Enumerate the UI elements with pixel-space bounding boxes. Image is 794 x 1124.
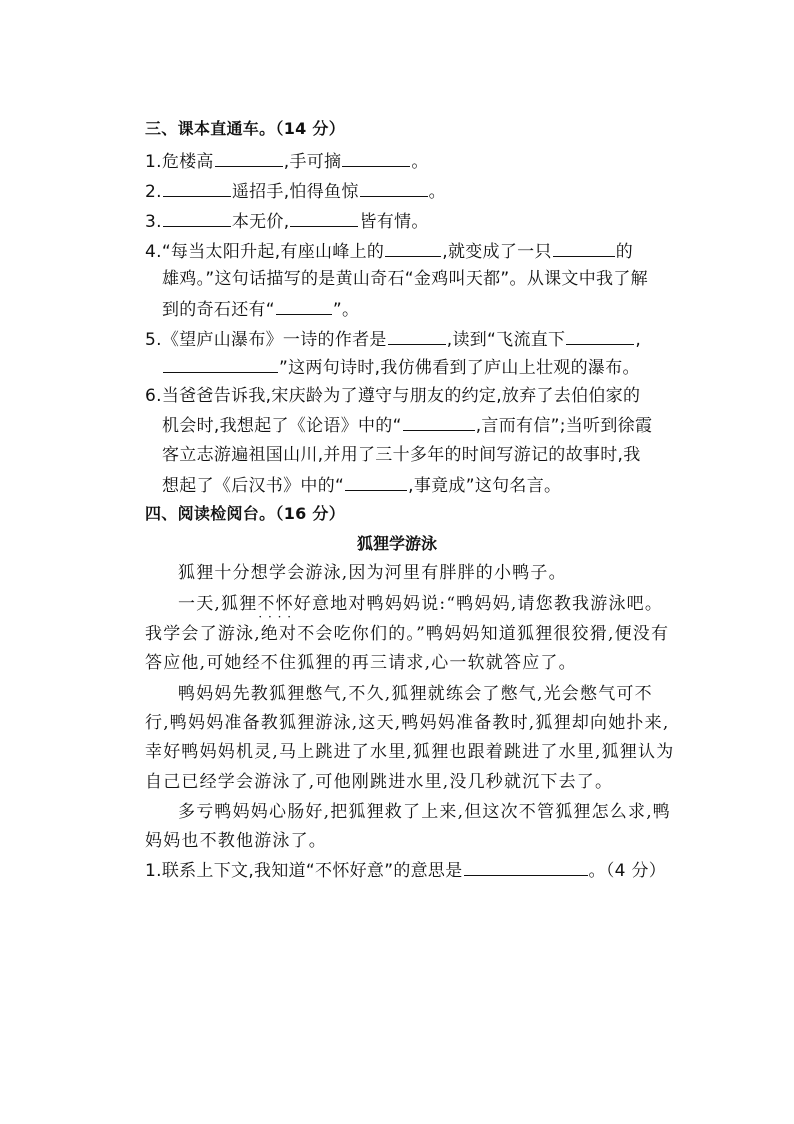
answer-blank[interactable] <box>403 414 475 431</box>
answer-blank[interactable] <box>388 328 446 345</box>
question-text: 想起了《后汉书》中的“ <box>162 476 345 496</box>
question-text: 。 <box>411 152 429 172</box>
question-3-5-line1 <box>145 328 641 351</box>
answer-blank[interactable] <box>385 240 441 257</box>
question-text: 皆有情。 <box>359 212 429 232</box>
question-text: , <box>635 330 642 350</box>
question-text: 5.《望庐山瀑布》一诗的作者是 <box>145 330 387 350</box>
story-paragraph-3-line1: 鸭妈妈先教狐狸憋气,不久,狐狸就练会了憋气,光会憋气可不 <box>178 684 653 704</box>
question-text: ,读到“飞流直下 <box>446 330 566 350</box>
question-text: 到的奇石还有“ <box>162 300 275 320</box>
answer-blank[interactable] <box>464 859 588 876</box>
answer-blank[interactable] <box>553 240 615 257</box>
emphasized-phrase: · · 不怀好意 <box>257 594 330 614</box>
reading-question-1 <box>145 859 666 882</box>
story-paragraph-2-line1 <box>178 593 663 615</box>
question-text: 。（4 分） <box>588 861 667 881</box>
question-3-4-line2: 雄鸡。”这句话描写的是黄山奇石“金鸡叫天都”。从课文中我了解 <box>162 269 648 289</box>
question-text: 1.危楼高 <box>145 152 214 172</box>
answer-blank[interactable] <box>163 356 278 373</box>
question-text: 机会时,我想起了《论语》中的“ <box>162 416 402 436</box>
story-paragraph-3-line2: 行,鸭妈妈准备教狐狸游泳,这天,鸭妈妈准备教时,狐狸却向她扑来, <box>145 713 670 733</box>
answer-blank[interactable] <box>566 328 634 345</box>
story-paragraph-3-line3: 幸好鸭妈妈机灵,马上跳进了水里,狐狸也跟着跳进了水里,狐狸认为 <box>145 742 675 762</box>
question-3-4-line1 <box>145 240 633 263</box>
question-3-4-line3 <box>162 298 359 321</box>
question-text: 4.“每当太阳升起,有座山峰上的 <box>145 242 385 262</box>
question-3-6-line3: 客立志游遍祖国山川,并用了三十多年的时间写游记的故事时,我 <box>162 445 641 465</box>
question-text: ,事竟成”这句名言。 <box>408 476 562 496</box>
answer-blank[interactable] <box>215 150 283 167</box>
question-text: ”这两句诗时,我仿佛看到了庐山上壮观的瀑布。 <box>279 358 640 378</box>
story-text: 地对鸭妈妈说:“鸭妈妈,请您教我游泳吧。 <box>330 594 664 614</box>
question-text: ”。 <box>332 300 360 320</box>
question-text: 的 <box>615 242 634 262</box>
question-3-1 <box>145 150 429 173</box>
answer-blank[interactable] <box>163 210 231 227</box>
answer-blank[interactable] <box>342 150 410 167</box>
question-3-5-line2 <box>162 356 640 379</box>
question-3-6-line1: 6.当爸爸告诉我,宋庆龄为了遵守与朋友的约定,放弃了去伯伯家的 <box>145 386 641 406</box>
section3-heading: 三、课本直通车。（14 分） <box>145 119 346 138</box>
story-title: 狐狸学游泳 <box>356 534 437 553</box>
question-3-6-line4 <box>162 474 561 497</box>
story-paragraph-1: 狐狸十分想学会游泳,因为河里有胖胖的小鸭子。 <box>178 563 567 583</box>
story-paragraph-2-line2: 我学会了游泳,绝对不会吃你们的。”鸭妈妈知道狐狸很狡猾,便没有 <box>145 624 670 644</box>
answer-blank[interactable] <box>360 180 428 197</box>
answer-blank[interactable] <box>163 180 231 197</box>
answer-blank[interactable] <box>276 298 332 315</box>
story-paragraph-4-line1: 多亏鸭妈妈心肠好,把狐狸救了上来,但这次不管狐狸怎么求,鸭 <box>178 802 672 822</box>
question-text: 1.联系上下文,我知道“不怀好意”的意思是 <box>145 861 463 881</box>
question-3-6-line2 <box>162 414 652 437</box>
answer-blank[interactable] <box>290 210 358 227</box>
story-paragraph-3-line4: 自己已经学会游泳了,可他刚跳进水里,没几秒就沉下去了。 <box>145 772 614 792</box>
story-paragraph-4-line2: 妈妈也不教他游泳了。 <box>145 831 327 851</box>
question-text: 遥招手,怕得鱼惊 <box>231 182 359 202</box>
answer-blank[interactable] <box>345 474 407 491</box>
question-text: 3. <box>145 212 162 232</box>
section4-heading: 四、阅读检阅台。（16 分） <box>145 504 346 523</box>
question-text: ,就变成了一只 <box>442 242 552 262</box>
question-text: ,手可摘 <box>283 152 342 172</box>
question-3-2 <box>145 180 446 203</box>
story-text: 一天,狐狸 <box>178 594 258 614</box>
question-text: ,言而有信”;当听到徐霞 <box>475 416 653 436</box>
story-paragraph-2-line3: 答应他,可她经不住狐狸的再三请求,心一软就答应了。 <box>145 653 577 673</box>
question-3-3 <box>145 210 429 233</box>
question-text: 。 <box>428 182 446 202</box>
question-text: 本无价, <box>231 212 290 232</box>
question-text: 2. <box>145 182 162 202</box>
